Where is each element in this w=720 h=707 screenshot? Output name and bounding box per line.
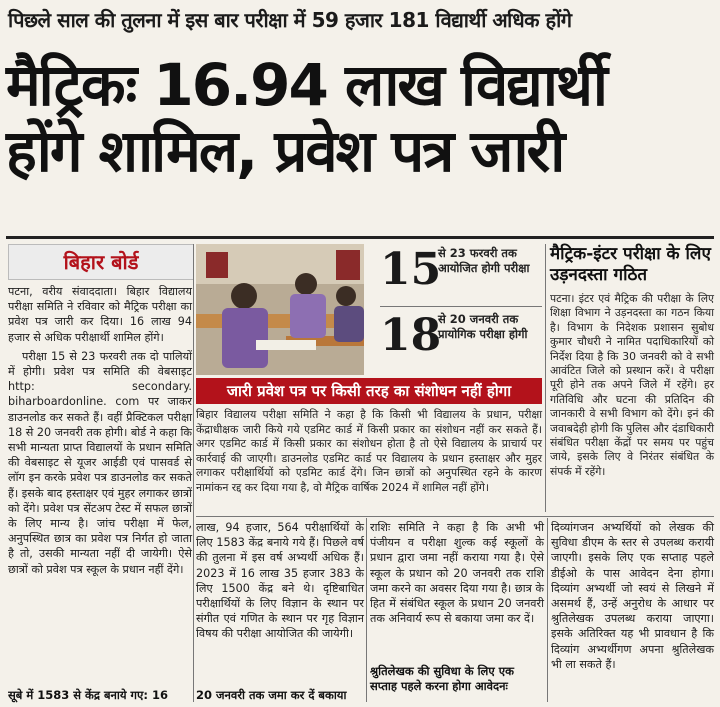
bottom-col-2-subhead: श्रुतिलेखक की सुविधा के लिए एक सप्ताह पहले करना होगा आवेदनः xyxy=(370,664,514,693)
date-num-2: 18 xyxy=(380,310,442,361)
banner-story: बिहार विद्यालय परीक्षा समिति ने कहा है कि किसी भी विद्यालय के प्रधान, परीक्षा केंद्राधीक्षक जारी किये गये एडमिट कार्ड में किसी प्रकार का संशोधन नहीं कर सकते हैं। अगर एडमिट कार्ड में किसी प्रकार का संशोधन होता है तो ऐसे विद्यालय के प्राचार्य पर कार्रवाई की जाएगी। डाउनलोड एडमिट कार्ड पर विद्यालय के प्रधान हस्ताक्षर और मुहर लगाकर परीक्षार्थियों को एडमिट कार्ड देंगे। जिन छात्रों को अनुपस्थित रहने के कारण नामांकन रद्द कर दिया गया है, वो मैट्रिक वार्षिक 2024 में शामिल नहीं होंगे। xyxy=(196,408,542,494)
dates-divider xyxy=(380,306,542,307)
kicker: पिछले साल की तुलना में इस बार परीक्षा में 59 हजार 181 विद्यार्थी अधिक होंगे xyxy=(8,8,572,32)
date-text-2: से 20 जनवरी तक प्रायोगिक परीक्षा होगी xyxy=(438,312,528,341)
banner-label: जारी प्रवेश पत्र पर किसी तरह का संशोधन नहीं होगा xyxy=(226,382,512,400)
headline-line-2: होंगे शामिल, प्रवेश पत्र जारी xyxy=(6,117,564,185)
headline xyxy=(6,52,716,184)
main-story-p1: पटना, वरीय संवाददाता। बिहार विद्यालय परीक्षा समिति ने रविवार को मैट्रिक परीक्षा का प्रवेश पत्र जारी कर दिया। 16 लाख 94 हजार से अधिक परीक्षार्थी शामिल होंगे। xyxy=(8,285,192,344)
bottom-col-2: राशिः समिति ने कहा है कि अभी भी पंजीयन व परीक्षा शुल्क कई स्कूलों के प्रधान द्वारा जमा नहीं कराया गया है। ऐसे स्कूल के प्रधान को 20 जनवरी तक राशि जमा करने का अवसर दिया गया है। छात्र के हित में संबंधित स्कूल के प्रधान 20 जनवरी तक अनिवार्य रूप से बकाया जमा कर दें। xyxy=(370,521,544,626)
students-writing-illustration xyxy=(196,244,364,375)
column-divider-3 xyxy=(366,518,367,702)
headline-rule xyxy=(6,236,714,239)
bottom-col-3: दिव्यांगजन अभ्यर्थियों को लेखक की सुविधा डीएम के स्तर से उपलब्ध करायी जाएगी। इसके लिए एक सप्ताह पहले डीईओ के पास आवेदन देना होगा। दिव्यांग अभ्यर्थी जो स्वयं से लिखने में असमर्थ हैं, उन्हें अनुरोध के आधार पर श्रुतिलेखक उपलब्ध कराया जाएगा। इसके अतिरिक्त यह भी प्रावधान है कि दिव्यांग अभ्यर्थीगण अपना श्रुतिलेखक भी ला सकते हैं। xyxy=(551,521,714,671)
bottom-col-1: लाख, 94 हजार, 564 परीक्षार्थियों के लिए 1583 केंद्र बनाये गये हैं। पिछले वर्ष की तुलना में इस वर्ष अभ्यर्थी अधिक हैं। 2023 में 16 लाख 35 हजार 383 के लिए 1500 केंद्र बने थे। दृष्टिबाधित परीक्षार्थियों के लिए विज्ञान के स्थान पर संगीत एवं गणित के स्थान पर गृह विज्ञान विषय की परीक्षा आयोजित की जायेगी। xyxy=(196,521,364,641)
headline-line-1: मैट्रिकः 16.94 लाख विद्यार्थी xyxy=(6,51,606,119)
column-divider-4 xyxy=(547,518,548,702)
side-story-title: मैट्रिक-इंटर परीक्षा के लिए उड़नदस्ता गठित xyxy=(550,244,711,285)
bottom-col-1-subhead: 20 जनवरी तक जमा कर दें बकाया xyxy=(196,688,347,702)
badge-label: बिहार बोर्ड xyxy=(63,250,139,274)
no-correction-banner xyxy=(196,378,542,404)
bottom-section-rule xyxy=(196,516,714,517)
main-story-p2: परीक्षा 15 से 23 फरवरी तक दो पालियों में होगी। प्रवेश पत्र समिति की वेबसाइट http: secondary. biharboardonline. com पर जाकर डाउनलोड कर सकते हैं। वहीं प्रैक्टिकल परीक्षा 18 से 20 जनवरी तक होगी। बोर्ड ने कहा कि सभी मान्यता प्राप्त विद्यालयों के प्रधान समिति की वेबसाइट से यूजर आईडी एवं पासवर्ड से लॉग इन करके प्रवेश पत्र डाउनलोड कर सकते हैं। इसके बाद हस्ताक्षर एवं मुहर लगाकर छात्रों को देंगे। प्रवेश पत्र सेंटअप टेस्ट में सफल छात्रों के लिए मान्य है। जांच परीक्षा में फेल, अनुपस्थित छात्र का प्रवेश पत्र निर्गत हो जाता है तो, उसकी मान्यता नहीं दी जायेगी। ऐसे छात्रों को प्रवेश पत्र स्कूल के प्रधान नहीं देंगे। xyxy=(8,349,192,576)
bihar-board-badge xyxy=(8,244,194,280)
side-story-body: पटना। इंटर एवं मैट्रिक की परीक्षा के लिए शिक्षा विभाग ने उड़नदस्ता का गठन किया है। विभाग के निदेशक प्रशासन सुबोध कुमार चौधरी ने नामित पदाधिकारियों को निर्देश दिया है कि 30 जनवरी को वे सभी आवंटित जिले को प्रस्थान करें। वे परीक्षा पूरी होने तक अपने जिले में रहेंगे। हर गतिविधि और घटना की प्रतिदिन की जानकारी वे सभी विभाग को देंगे। इनं की जवाबदेही होगी कि पुलिस और दंडाधिकारी संबंधित परीक्षा केंद्रों पर समय पर पहुंच जाये, इसके लिए वे निरंतर संबंधित के संपर्क में रहेंगे। xyxy=(550,292,714,478)
exam-hall-photo xyxy=(196,244,364,375)
date-num-1: 15 xyxy=(380,244,442,295)
main-story xyxy=(8,284,192,577)
column-divider-2 xyxy=(545,244,546,512)
column-divider-1 xyxy=(193,244,194,702)
main-story-subhead: सूबे में 1583 से केंद्र बनाये गए: 16 xyxy=(8,688,168,702)
date-text-1: से 23 फरवरी तक आयोजित होगी परीक्षा xyxy=(438,246,530,275)
